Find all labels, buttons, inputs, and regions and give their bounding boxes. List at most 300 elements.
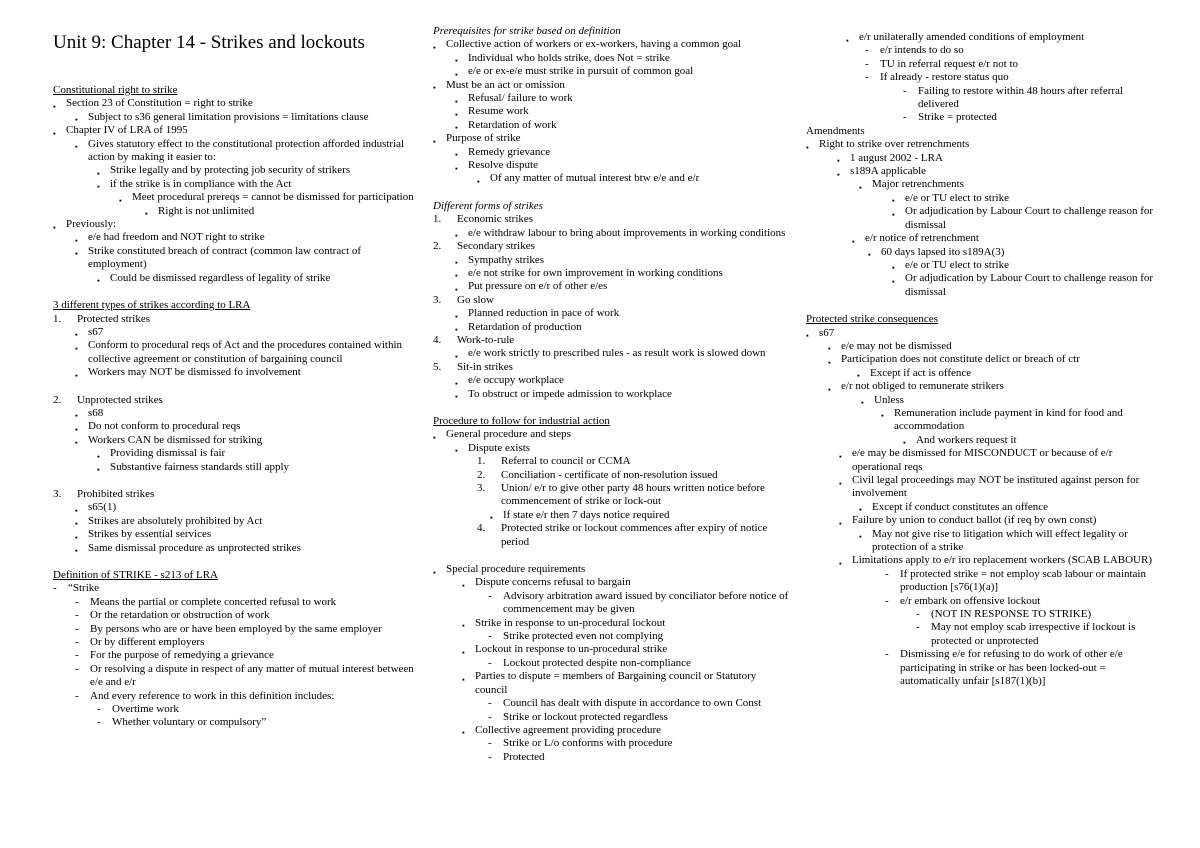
list-item [806,595,1154,608]
section-heading: Procedure to follow for industrial action [433,414,610,427]
bullet-icon: ▪ [75,519,78,529]
list-item [806,232,1154,245]
bullet-icon: ▪ [828,384,831,394]
dash-icon: - [488,710,492,723]
list-item-text: May not give rise to litigation which will effect legality or protection of a strike [872,527,1128,554]
list-item-text: Gives statutory effect to the constitutional protection afforded industrial action by making it easier to: [88,137,405,164]
list-item-text: Whether voluntary or compulsory” [112,716,267,729]
list-item-text: Conciliation - certificate of non-resolution issued [501,468,718,481]
list-item [433,590,791,617]
bullet-icon: ▪ [75,249,78,259]
list-item [806,407,1154,434]
list-item-text: e/e may be dismissed for MISCONDUCT or because of e/r operational reqs [852,447,1113,473]
notes-column-right [806,31,1154,689]
bullet-icon: ▪ [839,518,842,528]
list-item-text: e/e may not be dismissed [841,339,952,352]
list-item [433,267,791,280]
dash-icon: - [488,589,492,602]
list-item [433,428,791,441]
bullet-icon: ▪ [462,674,465,684]
list-item-text: Right to strike over retrenchments [819,138,970,151]
bullet-icon: ▪ [53,222,56,232]
bullet-icon: ▪ [846,35,849,45]
list-item-text: Providing dismissal is fair [110,447,226,460]
list-item [53,542,421,555]
bullet-icon: ▪ [97,276,100,286]
list-item [53,447,421,460]
list-item [806,621,1154,648]
list-item-text: And workers request it [916,433,1017,446]
section-gap [433,549,791,563]
list-item [433,52,791,65]
bullet-icon: ▪ [433,83,436,93]
list-item-text: e/r embark on offensive lockout [900,594,1041,607]
list-item [806,353,1154,366]
list-item [433,92,791,105]
list-item-text: Advisory arbitration award issued by conciliator before notice of commencement may be given [503,589,789,616]
bullet-icon: ▪ [145,209,148,219]
list-item-text: Substantive fairness standards still apply [110,460,290,473]
list-item [806,31,1154,44]
list-item-text: Previously: [66,218,117,231]
bullet-icon: ▪ [828,357,831,367]
dash-icon: - [53,582,57,595]
list-item [433,146,791,159]
list-item [53,178,421,191]
list-item-text: Council has dealt with dispute in accordance to own Const [503,697,762,710]
list-item [53,528,421,541]
list-item [806,165,1154,178]
list-item [433,65,791,78]
list-item-text: Lockout protected despite non-compliance [503,656,691,669]
dash-icon: - [903,111,907,124]
number-label: 1. [477,455,486,468]
list-item [433,79,791,92]
list-item-text: Strikes by essential services [88,528,212,541]
list-item-text: Prohibited strikes [77,487,155,500]
list-item-text: s67 [819,326,835,339]
list-item-text: Of any matter of mutual interest btw e/e and e/r [490,172,700,185]
list-item [433,442,791,455]
list-item [806,434,1154,447]
list-item [806,205,1154,232]
list-item [433,522,791,549]
bullet-icon: ▪ [75,532,78,542]
dash-icon: - [75,636,79,649]
bullet-icon: ▪ [75,370,78,380]
list-item [433,724,791,737]
section-gap [53,555,421,569]
list-item [433,509,791,522]
dash-icon: - [75,595,79,608]
section-heading: 3 different types of strikes according to LRA [53,299,251,312]
bullet-icon: ▪ [75,505,78,515]
bullet-icon: ▪ [75,411,78,421]
list-item [53,339,421,366]
bullet-icon: ▪ [75,330,78,340]
list-item-text: s189A applicable [850,165,927,178]
list-item-text: Strike or L/o conforms with procedure [503,737,673,750]
list-item-text: Unless [874,393,904,406]
bullet-icon: ▪ [462,647,465,657]
list-item [433,172,791,185]
list-item [433,321,791,334]
list-item [806,58,1154,71]
bullet-icon: ▪ [455,392,458,402]
list-item-text: e/e work strictly to prescribed rules - as result work is slowed down [468,347,766,360]
dash-icon: - [916,608,920,621]
dash-icon: - [885,567,889,580]
list-item [53,434,421,447]
list-item-text: Limitations apply to e/r iro replacement workers (SCAB LABOUR) [852,554,1152,567]
list-item-text: 60 days lapsed ito s189A(3) [881,245,1005,258]
bullet-icon: ▪ [892,196,895,206]
list-item-text: e/e had freedom and NOT right to strike [88,231,265,244]
list-item [433,711,791,724]
bullet-icon: ▪ [455,69,458,79]
list-item-text: e/r intends to do so [880,44,964,57]
dash-icon: - [75,662,79,675]
list-item-text: if the strike is in compliance with the Act [110,177,292,190]
list-item-text: Remuneration include payment in kind for food and accommodation [894,406,1123,433]
list-item-text: Workers CAN be dismissed for striking [88,433,263,446]
list-item [53,218,421,231]
number-label: 3. [53,487,62,500]
notes-column-middle [433,25,791,764]
bullet-icon: ▪ [839,451,842,461]
list-item [433,119,791,132]
dash-icon: - [865,57,869,70]
list-item [433,482,791,509]
dash-icon: - [865,71,869,84]
dash-icon: - [488,630,492,643]
bullet-icon: ▪ [53,101,56,111]
list-item [806,327,1154,340]
list-item [53,231,421,244]
bullet-icon: ▪ [75,438,78,448]
bullet-icon: ▪ [455,351,458,361]
list-item-text: If state e/r then 7 days notice required [503,508,670,521]
bullet-icon: ▪ [881,411,884,421]
list-item-text: Overtime work [112,703,179,716]
list-item [53,138,421,165]
bullet-icon: ▪ [839,478,842,488]
list-item [806,44,1154,57]
notes-column-left [53,84,421,730]
list-item-text: Participation does not constitute delict or breach of ctr [841,353,1080,366]
list-item-text: Go slow [457,293,494,306]
list-item [53,191,421,204]
list-item-text: Individual who holds strike, does Not = strike [468,51,670,64]
list-item [806,501,1154,514]
bullet-icon: ▪ [75,546,78,556]
number-label: 2. [53,393,62,406]
list-item [53,501,421,514]
list-item-text: Dismissing e/e for refusing to do work of other e/e participating in strike or has been locked-out = automatically unfair [s187(1)(b)] [900,648,1123,688]
list-item-text: s67 [88,325,104,338]
list-item [53,111,421,124]
list-item-text: Lockout in response to un-procedural strike [475,643,668,656]
list-item [806,152,1154,165]
bullet-icon: ▪ [857,371,860,381]
dash-icon: - [75,649,79,662]
list-item-text: (NOT IN RESPONSE TO STRIKE) [931,608,1092,621]
dash-icon: - [75,609,79,622]
list-item [806,246,1154,259]
list-item-text: Resume work [468,105,529,118]
bullet-icon: ▪ [852,236,855,246]
dash-icon: - [488,737,492,750]
list-item-text: Collective agreement providing procedure [475,723,662,736]
list-item-text: Sympathy strikes [468,253,545,266]
dash-icon: - [97,716,101,729]
list-item [806,192,1154,205]
list-item-text: Resolve dispute [468,159,538,172]
list-item-text: Put pressure on e/r of other e/es [468,280,608,293]
list-item-text: Failing to restore within 48 hours after referral delivered [918,84,1123,111]
list-item [433,347,791,360]
list-item [433,670,791,697]
list-item-text: e/e or TU elect to strike [905,258,1009,271]
list-item [433,630,791,643]
dash-icon: - [488,750,492,763]
list-item [433,240,791,253]
list-item [806,554,1154,567]
list-item-text: Strikes are absolutely prohibited by Act [88,514,263,527]
list-item-text: Do not conform to procedural reqs [88,420,241,433]
list-item [806,367,1154,380]
list-item-text: Right is not unlimited [158,204,255,217]
list-item [53,596,421,609]
bullet-icon: ▪ [75,343,78,353]
list-item-text: e/e or TU elect to strike [905,191,1009,204]
list-item [433,388,791,401]
list-item [433,643,791,656]
number-label: 1. [53,312,62,325]
section-heading: Amendments [806,124,865,137]
list-item [806,514,1154,527]
section-heading: Different forms of strikes [433,199,543,212]
list-item-text: Special procedure requirements [446,563,586,576]
list-item [433,294,791,307]
bullet-icon: ▪ [455,56,458,66]
number-label: 2. [433,240,442,253]
list-item-text: Civil legal proceedings may NOT be instituted against person for involvement [852,474,1140,500]
list-item [433,469,791,482]
dash-icon: - [488,697,492,710]
bullet-icon: ▪ [75,235,78,245]
bullet-icon: ▪ [477,176,480,186]
bullet-icon: ▪ [462,728,465,738]
section-gap [433,186,791,200]
list-item [53,205,421,218]
list-item-text: Chapter IV of LRA of 1995 [66,124,188,137]
bullet-icon: ▪ [433,136,436,146]
bullet-icon: ▪ [892,276,895,286]
list-item [433,227,791,240]
bullet-icon: ▪ [97,182,100,192]
list-item-text: Work-to-rule [457,333,515,346]
dash-icon: - [75,689,79,702]
list-item-text: Section 23 of Constitution = right to strike [66,97,253,110]
list-item [806,71,1154,84]
bullet-icon: ▪ [903,438,906,448]
list-item [53,716,421,729]
bullet-icon: ▪ [455,378,458,388]
list-item-text: Retardation of production [468,320,582,333]
list-item-text: Parties to dispute = members of Bargaining council or Statutory council [475,670,757,696]
list-item-text: Must be an act or omission [446,78,565,91]
list-item-text: e/e occupy workplace [468,374,564,387]
bullet-icon: ▪ [433,567,436,577]
bullet-icon: ▪ [455,258,458,267]
list-item-text: May not employ scab irrespective if lockout is protected or unprotected [931,621,1136,647]
number-label: 4. [433,333,442,346]
bullet-icon: ▪ [97,451,100,461]
number-label: 2. [477,468,486,481]
bullet-icon: ▪ [892,263,895,273]
list-item-text: Strike = protected [918,111,997,124]
list-item-text: s68 [88,406,104,419]
list-item-text: Strike constituted breach of contract (common law contract of employment) [88,244,362,271]
list-item [806,85,1154,112]
list-item-text: e/e or ex-e/e must strike in pursuit of common goal [468,65,694,78]
list-item [53,124,421,137]
list-item [433,751,791,764]
list-item-text: Failure by union to conduct ballot (if req by own const) [852,514,1097,527]
list-item [806,138,1154,151]
list-item-text: Union/ e/r to give other party 48 hours written notice before commencement of strike or lock-out [501,482,765,508]
dash-icon: - [488,656,492,669]
bullet-icon: ▪ [455,446,458,456]
bullet-icon: ▪ [859,505,862,515]
bullet-icon: ▪ [119,195,122,205]
section-gap [53,474,421,488]
list-item-text: General procedure and steps [446,428,571,441]
list-item-text: Refusal/ failure to work [468,92,573,105]
list-item [53,609,421,622]
list-item-text: e/r notice of retrenchment [865,232,979,245]
list-item-text: Planned reduction in pace of work [468,307,620,320]
dash-icon: - [75,622,79,635]
section-heading: Protected strike consequences [806,313,938,326]
bullet-icon: ▪ [97,465,100,475]
list-item [806,394,1154,407]
list-item-text: e/e not strike for own improvement in working conditions [468,266,723,279]
list-item [433,105,791,118]
list-item [53,97,421,110]
list-item-text: Meet procedural prereqs = cannot be dismissed for participation [132,191,414,204]
section-gap [53,285,421,299]
bullet-icon: ▪ [455,271,458,281]
dash-icon: - [97,703,101,716]
list-item-text: If protected strike = not employ scab labour or maintain production [s76(1)(a)] [900,567,1146,594]
dash-icon: - [865,44,869,57]
list-item [806,608,1154,621]
bullet-icon: ▪ [75,424,78,434]
list-item [433,254,791,267]
list-item-text: TU in referral request e/r not to [880,57,1019,70]
dash-icon: - [916,621,920,634]
list-item [806,474,1154,501]
list-item-text: “Strike [68,582,100,595]
list-item-text: Or adjudication by Labour Court to challenge reason for dismissal [905,272,1154,298]
list-item [806,340,1154,353]
section-heading: Constitutional right to strike [53,84,178,96]
list-item [53,515,421,528]
list-item-text: By persons who are or have been employed by the same employer [90,622,382,635]
bullet-icon: ▪ [861,398,864,408]
list-item-text: Economic strikes [457,213,534,226]
bullet-icon: ▪ [806,331,809,341]
bullet-icon: ▪ [859,532,862,542]
list-item-text: Retardation of work [468,118,557,131]
list-item-text: Except if act is offence [870,366,972,379]
list-item-text: Protected strikes [77,312,151,325]
list-item [53,461,421,474]
number-label: 3. [433,293,442,306]
list-item [806,447,1154,474]
bullet-icon: ▪ [455,123,458,133]
list-item-text: Unprotected strikes [77,393,163,406]
list-item-text: Or by different employers [90,636,205,649]
list-item [806,272,1154,299]
section-heading: Definition of STRIKE - s213 of LRA [53,569,218,581]
list-item-text: If already - restore status quo [880,71,1009,84]
bullet-icon: ▪ [806,142,809,152]
list-item [433,576,791,589]
list-item [433,38,791,51]
list-item [53,690,421,703]
list-item [53,703,421,716]
section-gap [806,299,1154,313]
bullet-icon: ▪ [462,580,465,590]
list-item [806,380,1154,393]
list-item [433,617,791,630]
list-item [806,528,1154,555]
list-item-text: Major retrenchments [872,178,964,191]
list-item-text: Strike in response to un-procedural lockout [475,616,666,629]
number-label: 5. [433,360,442,373]
list-item-text: Sit-in strikes [457,360,513,373]
bullet-icon: ▪ [839,558,842,568]
list-item-text: Strike protected even not complying [503,630,664,643]
section-heading: Prerequisites for strike based on definition [433,25,621,37]
list-item-text: 1 august 2002 - LRA [850,151,943,164]
list-item-text: Subject to s36 general limitation provisions = limitations clause [88,110,369,123]
list-item [806,568,1154,595]
bullet-icon: ▪ [75,142,78,152]
list-item [433,737,791,750]
list-item-text: Means the partial or complete concerted refusal to work [90,595,337,608]
number-label: 3. [477,482,486,494]
list-item-text: To obstruct or impede admission to workplace [468,387,672,400]
bullet-icon: ▪ [490,513,493,523]
bullet-icon: ▪ [462,621,465,631]
list-item [433,159,791,172]
bullet-icon: ▪ [433,42,436,52]
bullet-icon: ▪ [97,168,100,178]
list-item-text: Dispute exists [468,441,531,454]
bullet-icon: ▪ [837,156,840,166]
list-item-text: Strike legally and by protecting job security of strikers [110,164,351,177]
list-item-text: Collective action of workers or ex-workers, having a common goal [446,38,742,51]
list-item [806,178,1154,191]
list-item [53,272,421,285]
list-item [53,164,421,177]
list-item [806,111,1154,124]
list-item-text: e/e withdraw labour to bring about improvements in working conditions [468,226,786,239]
